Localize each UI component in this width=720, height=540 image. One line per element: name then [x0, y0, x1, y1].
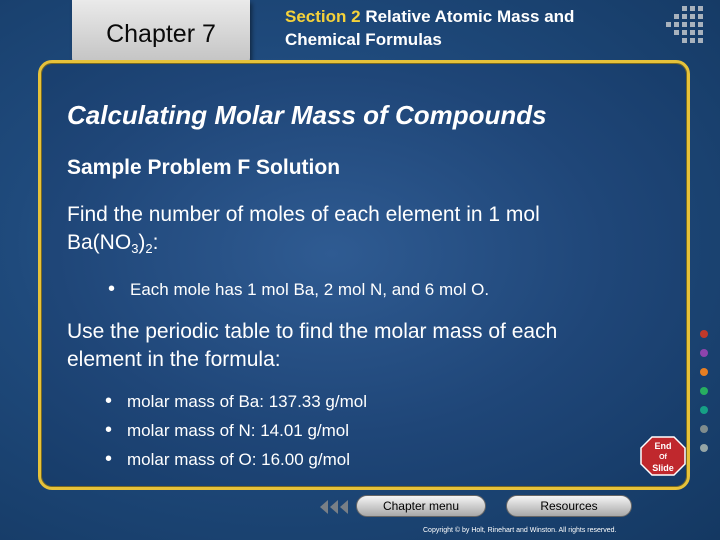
section-number: Section 2: [285, 7, 361, 26]
formula-ba-no3-2: $Ba(NO_3)_2$:: [67, 231, 159, 256]
chapter-label: Chapter 7: [106, 19, 216, 48]
bullet-text: molar mass of Ba: 137.33 g/mol: [127, 392, 368, 411]
end-of-slide-label: End Of Slide: [652, 441, 674, 473]
section-title-text: Relative Atomic Mass and: [365, 7, 575, 26]
bullet-molar-mass-n: [105, 419, 350, 441]
copyright-text: Copyright © by Holt, Rinehart and Winston. All rights reserved.: [423, 527, 617, 534]
bullet-text: molar mass of O: 16.00 g/mol: [127, 450, 350, 469]
paragraph-find-moles: [67, 201, 540, 263]
end-of-slide-button[interactable]: [640, 436, 686, 476]
slide-title: Calculating Molar Mass of Compounds: [67, 100, 547, 130]
bullet-molar-mass-o: [105, 448, 350, 470]
bullet-text: molar mass of N: 14.01 g/mol: [127, 421, 350, 440]
dot-orange: [700, 368, 708, 376]
chapter-menu-button[interactable]: [356, 495, 486, 517]
section-title: [285, 5, 645, 51]
grid-decoration-icon: [640, 6, 710, 52]
chapter-menu-label: Chapter menu: [382, 499, 460, 513]
paragraph-periodic-table-line2: element in the formula:: [67, 348, 281, 371]
nav-arrows-icon: [314, 496, 356, 518]
bullet-text: Each mole has 1 mol Ba, 2 mol N, and 6 mol O.: [130, 280, 490, 299]
dot-purple: [700, 349, 708, 357]
paragraph-periodic-table: [67, 318, 557, 374]
dot-red: [700, 330, 708, 338]
bullet-dot-icon: •: [105, 419, 113, 441]
paragraph-find-moles-line1: Find the number of moles of each element in 1 mol: [67, 203, 540, 226]
bullet-dot-icon: •: [105, 448, 113, 470]
dot-gray: [700, 425, 708, 433]
paragraph-periodic-table-line1: Use the periodic table to find the molar mass of each: [67, 320, 558, 343]
dot-light-gray: [700, 444, 708, 452]
dot-teal: [700, 406, 708, 414]
section-title-line2: Chemical Formulas: [285, 30, 442, 49]
bullet-dot-icon: •: [105, 390, 113, 412]
bullet-dot-icon: •: [108, 278, 116, 300]
dot-green: [700, 387, 708, 395]
resources-button[interactable]: [506, 495, 632, 517]
resources-label: Resources: [540, 499, 598, 513]
bullet-molar-mass-ba: [105, 390, 368, 412]
slide-subtitle: Sample Problem F Solution: [67, 156, 341, 179]
bullet-moles-per-element: [108, 278, 490, 300]
side-decoration-dots: [700, 330, 708, 463]
